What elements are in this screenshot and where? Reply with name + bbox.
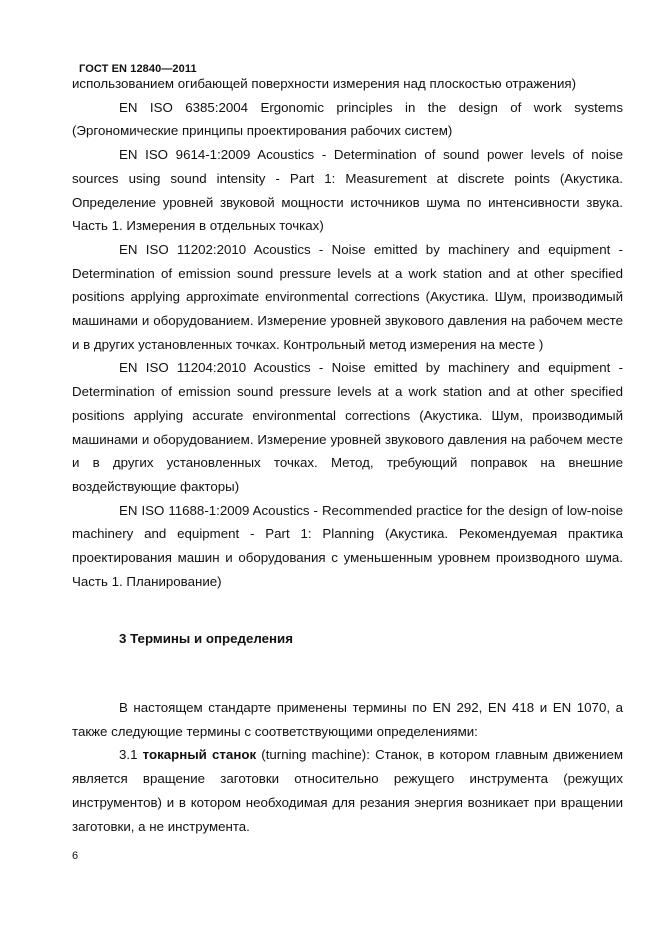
terms-section — [72, 696, 623, 838]
reference-item: EN ISO 6385:2004 Ergonomic principles in the design of work systems (Эргономические принципы проектирования рабочих систем) — [72, 99, 623, 139]
reference-item: EN ISO 11204:2010 Acoustics - Noise emitted by machinery and equipment - Determination of emission sound pressure levels at a work station and at other specified positions applying accurate environmental corrections (Акустика. Шум, производимый машинами и оборудованием. Измерение уровней звукового давления на рабочем месте и в других установленных точках. Метод, требующий поправок на внешние воздействующие факторы) — [72, 360, 623, 494]
normative-references — [72, 72, 623, 593]
section-title: 3 Термины и определения — [119, 631, 293, 646]
reference-item: EN ISO 11688-1:2009 Acoustics - Recommended practice for the design of low-noise machinery and equipment - Part 1: Planning (Акустика. Рекомендуемая практика проектирования машин и оборудования с уменьшенным уровнем производного шума. Часть 1. Планирование) — [72, 502, 623, 589]
term-definition: (turning machine): Станок, в котором главным движением является вращение заготовки относительно режущего инструмента (режущих инструментов) и в котором необходимая для резания энергия возникает при вращении заготовки, а не инструмента. — [72, 747, 623, 834]
term-definition-paragraph — [72, 743, 623, 838]
terms-intro: В настоящем стандарте применены термины по EN 292, EN 418 и EN 1070, а также следующие термины с соответствующими определениями: — [72, 700, 623, 739]
term-number: 3.1 — [119, 747, 143, 763]
reference-item: EN ISO 11202:2010 Acoustics - Noise emitted by machinery and equipment - Determination of emission sound pressure levels at a work station and at other specified positions applying approximate environmental corrections (Акустика. Шум, производимый машинами и оборудованием. Измерение уровней звукового давления на рабочем месте и в других установленных точках. Контрольный метод измерения на месте ) — [72, 241, 623, 352]
page-number: 6 — [72, 850, 79, 862]
reference-item: EN ISO 9614-1:2009 Acoustics - Determination of sound power levels of noise sources using sound intensity - Part 1: Measurement at discrete points (Акустика. Определение уровней звуковой мощности источников шума по интенсивности звука. Часть 1. Измерения в отдельных точках) — [72, 147, 623, 234]
term-name: токарный станок — [142, 747, 257, 763]
reference-continuation: использованием огибающей поверхности измерения над плоскостью отражения) — [72, 76, 577, 91]
document-header: ГОСТ EN 12840—2011 — [79, 63, 197, 75]
